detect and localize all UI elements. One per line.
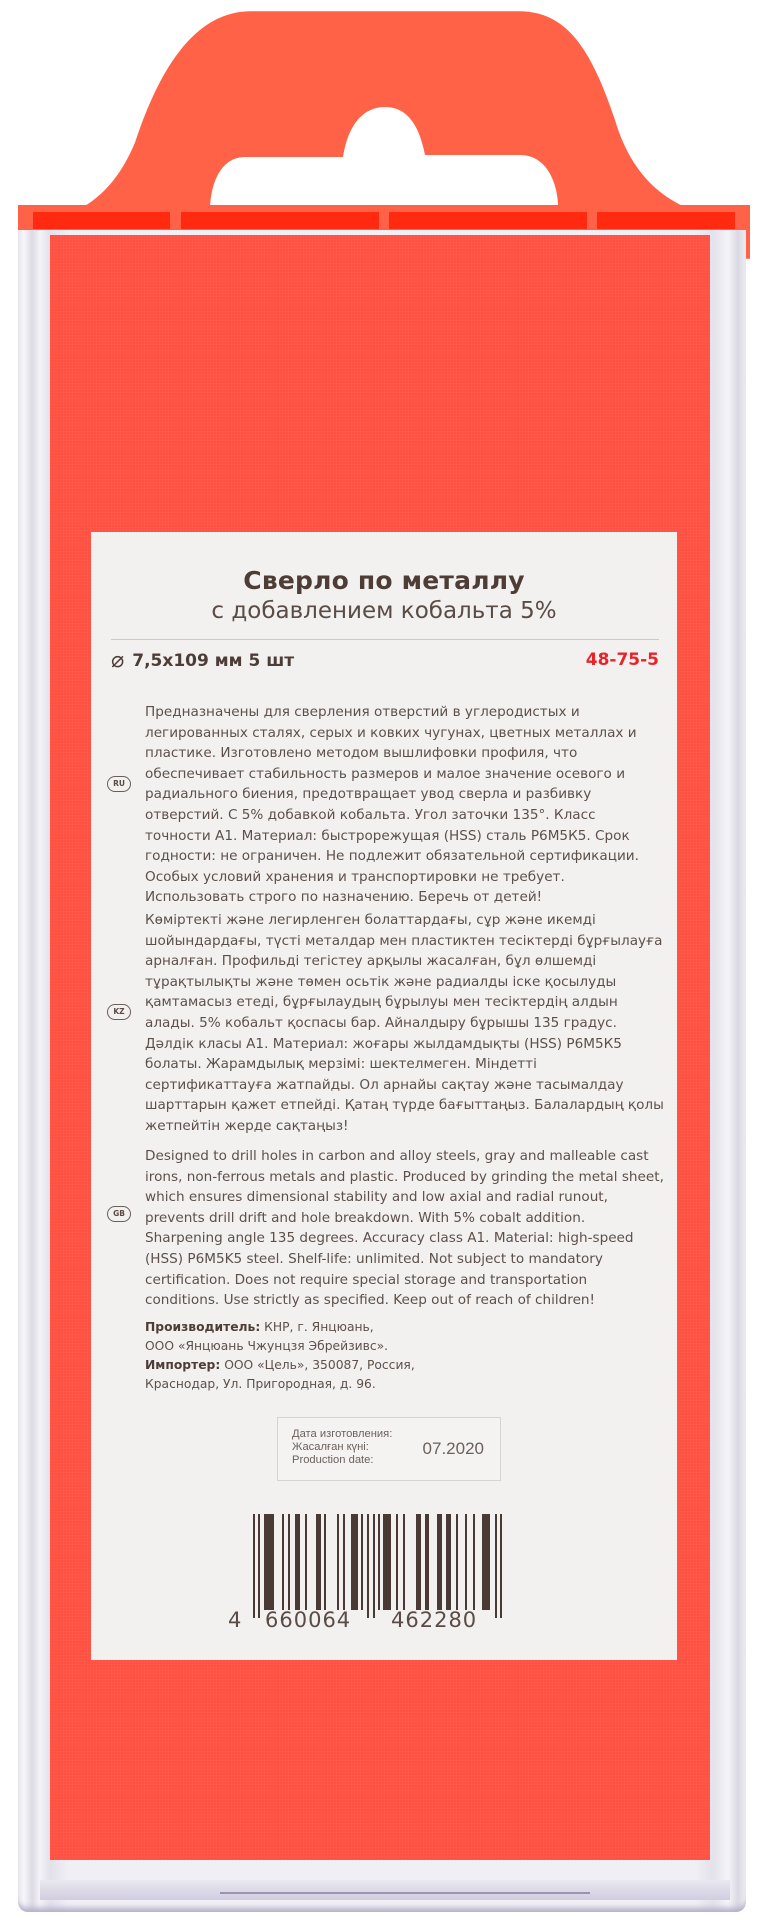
lang-badge-gb: GB: [107, 1206, 131, 1222]
description-en: Designed to drill holes in carbon and alloy steels, gray and malleable cast irons, non-ferrous metals and plastic. Produced by grinding the metal sheet, which ensures dimensional stability and low axial and radial runout, prevents drill drift and hole breakdown. With 5% cobalt addition. Sharpening angle 135 degrees. Accuracy class A1. Material: high-speed (HSS) P6M5K5 steel. Shelf-life: unlimited. Not subject to mandatory certification. Does not require special storage and transportation conditions. Use strictly as specified. Keep out of reach of children!: [145, 1148, 664, 1309]
diameter-icon: ⌀: [111, 648, 125, 673]
product-title: Сверло по металлу: [243, 566, 525, 595]
hanger-tab: [0, 0, 767, 260]
manufacturer-line2: ООО «Янцюань Чжунцзя Эбрейзивс».: [145, 1339, 389, 1353]
barcode-first-digit: 4: [228, 1608, 242, 1632]
production-date-box: [277, 1417, 501, 1481]
case-bottom-edge: [40, 1880, 730, 1900]
barcode-right-digits: 462280: [391, 1608, 478, 1632]
manufacturer-info: [145, 1318, 415, 1394]
size-spec: [111, 650, 294, 672]
date-label-ru: Дата изготовления:: [292, 1428, 393, 1440]
importer-line2: Краснодар, Ул. Пригородная, д. 96.: [145, 1377, 376, 1391]
manufacturer-line1: КНР, г. Янцюань,: [260, 1320, 374, 1334]
product-subtitle: с добавлением кобальта 5%: [211, 598, 557, 624]
barcode: [253, 1514, 543, 1618]
production-date-value: 07.2020: [422, 1439, 484, 1458]
description-ru: Предназначены для сверления отверстий в углеродистых и легированных сталях, серых и ковких чугунах, цветных металлах и пластике. Изготовлено методом вышлифовки профиля, что обеспечивает стабильность размеров и малое значение осевого и радиального биения, предотвращает увод сверла и разбивку отверстий. С 5% добавкой кобальта. Угол заточки 135°. Класс точности А1. Материал: быстрорежущая (HSS) сталь Р6М5К5. Срок годности: не ограничен. Не подлежит обязательной сертификации. Особых условий хранения и транспортировки не требует. Использовать строго по назначению. Беречь от детей!: [145, 704, 639, 906]
article-number: 48-75-5: [585, 650, 659, 670]
lang-badge-ru: RU: [107, 776, 131, 792]
importer-line1: ООО «Цель», 350087, Россия,: [220, 1358, 415, 1372]
date-label-kz: Жасалған күні:: [292, 1441, 369, 1453]
product-label: [91, 532, 677, 1660]
size-spec-text: 7,5x109 мм 5 шт: [132, 651, 295, 671]
manufacturer-label: Производитель:: [145, 1320, 261, 1334]
barcode-left-digits: 660064: [265, 1608, 352, 1632]
title-divider: [111, 639, 659, 640]
importer-label: Импортер:: [145, 1358, 221, 1372]
date-label-en: Production date:: [292, 1454, 374, 1466]
lang-badge-kz: KZ: [107, 1004, 131, 1020]
description-kz: Көміртекті және легирленген болаттардағы, сұр және икемді шойындардағы, түсті металдар мен пластиктен тесіктерді бұрғылауға арналған. Профильді тегістеу арқылы жасалған, бұл өлшемді тұрақтылықты және төмен осьтік және радиалды іске қосылуды қамтамасыз етеді, бұрғылаудың бұрылуы мен тесіктердің алдын алады. 5% кобальт қоспасы бар. Айналдыру бұрышы 135 градус. Дәлдік класы А1. Материал: жоғары жылдамдықты (HSS) Р6М5К5 болаты. Жарамдылық мерзімі: шектелмеген. Міндетті сертификаттауға жатпайды. Ол арнайы сақтау және тасымалдау шарттарын қажет етпейді. Қатаң түрде бағыттаңыз. Балалардың қолы жетпейтін жерде сақтаңыз!: [145, 912, 664, 1134]
